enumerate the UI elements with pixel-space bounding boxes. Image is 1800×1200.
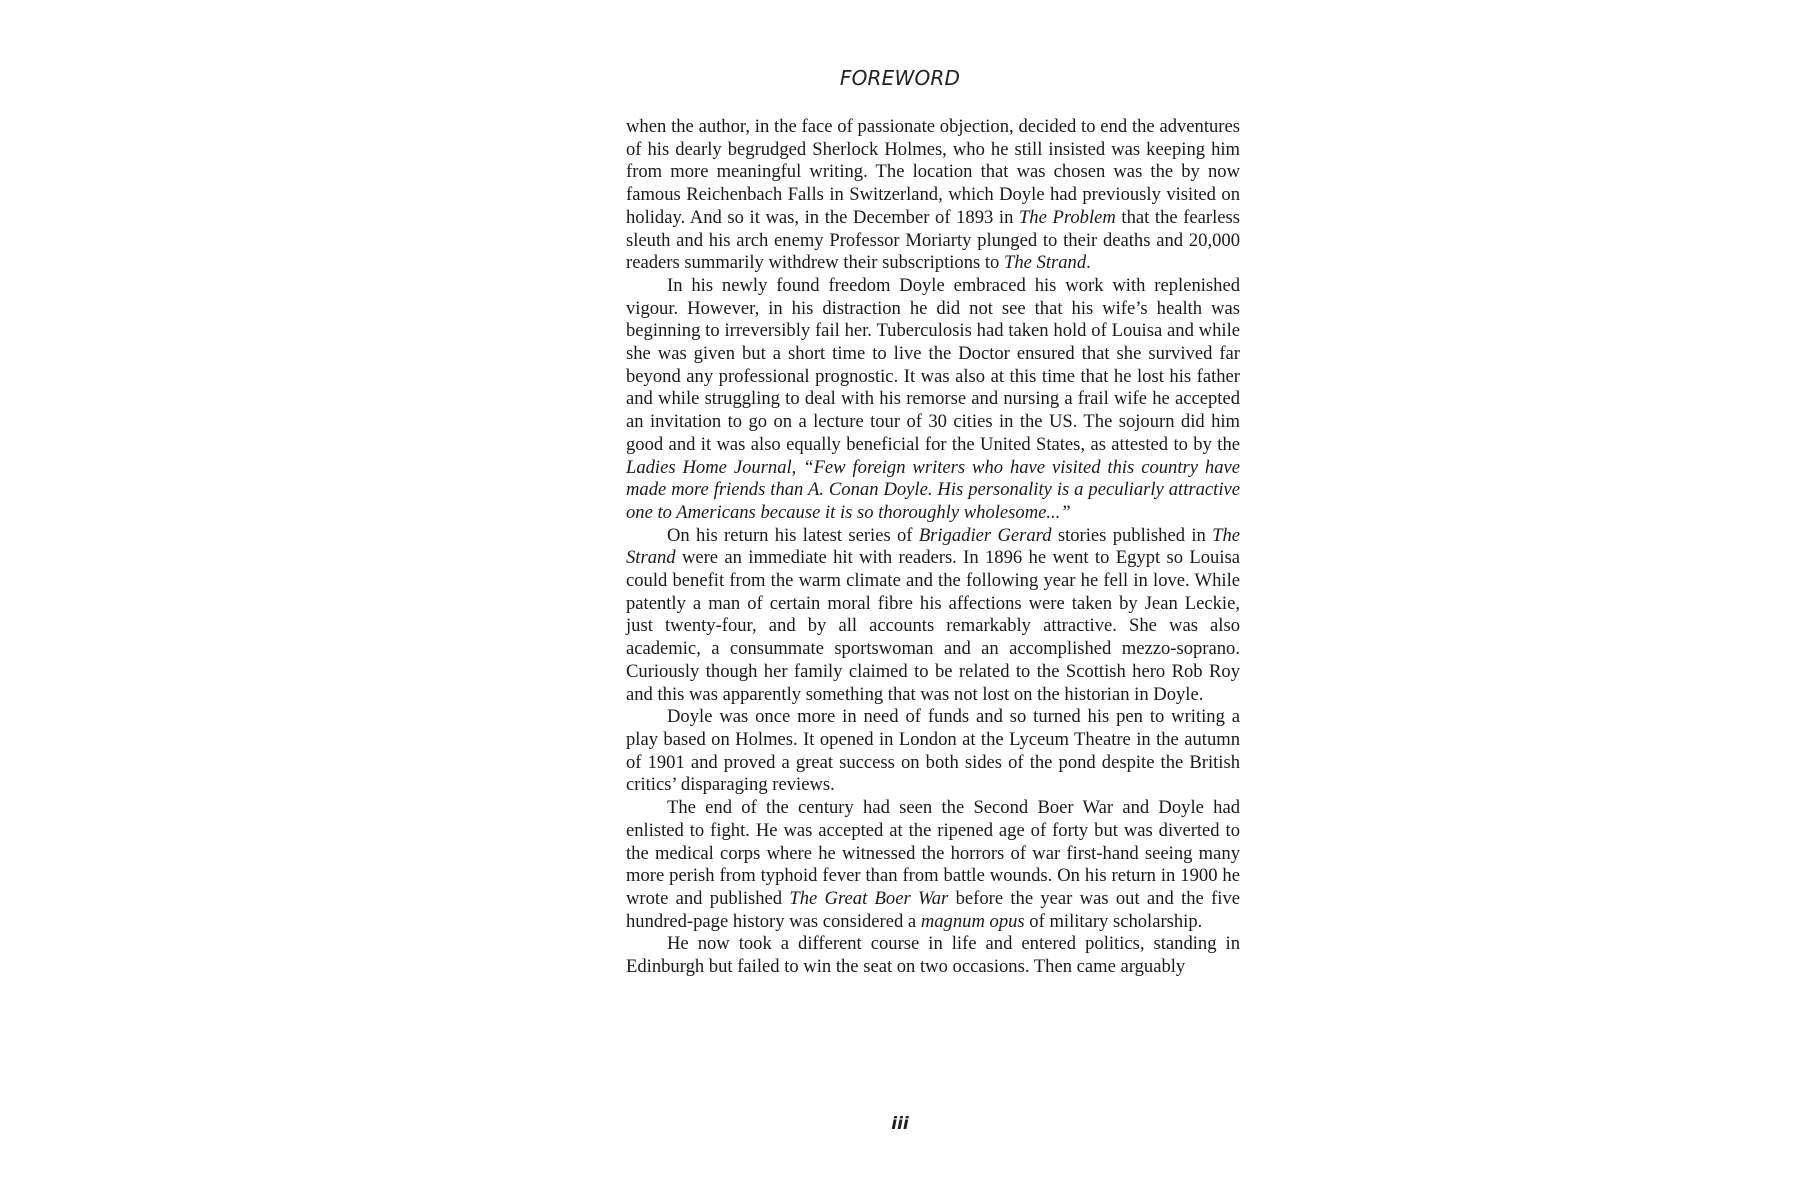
text-run: , bbox=[791, 456, 804, 478]
text-run: of military scholarship. bbox=[1024, 910, 1203, 932]
paragraph bbox=[626, 525, 1240, 707]
text-run: . bbox=[1086, 252, 1091, 274]
italic-text: magnum opus bbox=[920, 910, 1025, 932]
text-run: stories published in bbox=[1051, 524, 1213, 546]
text-run: In his newly found freedom Doyle embraced his work with replenished vigour. However, in his distraction he did not see that his wife’s health was beginning to irreversibly fail her. Tuberculosis had taken hold of Louisa and while she was given but a short time to live the Doctor ensured that she survived far beyond any professional prognostic. It was also at this time that he lost his father and while struggling to deal with his remorse and nursing a frail wife he accepted an invitation to go on a lecture tour of 30 cities in the US. The sojourn did him good and it was also equally beneficial for the United States, as attested to by the bbox=[626, 274, 1240, 455]
body-text bbox=[626, 116, 1240, 979]
text-run: were an immediate hit with readers. In 1896 he went to Egypt so Louisa could benefit from the warm climate and the following year he fell in love. While patently a man of certain moral fibre his affections were taken by Jean Leckie, just twenty-four, and by all accounts remarkably attractive. She was also academic, a consummate sportswoman and an accomplished mezzo-soprano. Curiously though her family claimed to be related to the Scottish hero Rob Roy and this was apparently something that was not lost on the historian in Doyle. bbox=[626, 547, 1240, 705]
text-run: On his return his latest series of bbox=[667, 524, 919, 546]
running-head: FOREWORD bbox=[839, 66, 961, 90]
italic-text: The Problem bbox=[1018, 206, 1116, 228]
italic-text: Ladies Home Journal bbox=[626, 456, 792, 478]
page-number: iii bbox=[891, 1114, 909, 1134]
italic-text: “Few foreign writers who have visited this country have made more friends than A. Conan Doyle. His personality is a peculiarly attractive one to Americans because it is so thoroughly wholesome...” bbox=[626, 456, 1240, 523]
text-run: when the author, in the face of passionate objection, decided to end the adventures of his dearly begrudged Sherlock Holmes, who he still insisted was keeping him from more meaningful writing. The location that was chosen was the by now famous Reichenbach Falls in Switzerland, which Doyle had previously visited on holiday. And so it was, in the December of 1893 in bbox=[626, 116, 1240, 228]
text-run: before the year was out and the five hundred-page history was considered a bbox=[626, 887, 1240, 932]
text-run: He now took a different course in life and entered politics, standing in Edinburgh but failed to win the seat on two occasions. Then came arguably bbox=[626, 933, 1240, 978]
italic-text: The Strand bbox=[626, 524, 1240, 569]
paragraph bbox=[626, 706, 1240, 797]
paragraph bbox=[626, 116, 1240, 275]
paragraph bbox=[626, 933, 1240, 978]
italic-text: The Great Boer War bbox=[789, 887, 949, 909]
text-run: The end of the century had seen the Second Boer War and Doyle had enlisted to fight. He was accepted at the ripened age of forty but was diverted to the medical corps where he witnessed the horrors of war first-hand seeing many more perish from typhoid fever than from battle wounds. On his return in 1900 he wrote and published bbox=[626, 797, 1240, 909]
paragraph bbox=[626, 275, 1240, 525]
italic-text: The Strand bbox=[1004, 252, 1087, 274]
text-run: that the fearless sleuth and his arch enemy Professor Moriarty plunged to their deaths and 20,000 readers summarily withdrew their subscriptions to bbox=[626, 206, 1240, 274]
paragraph bbox=[626, 797, 1240, 933]
text-run: Doyle was once more in need of funds and so turned his pen to writing a play based on Holmes. It opened in London at the Lyceum Theatre in the autumn of 1901 and proved a great success on both sides of the pond despite the British critics’ disparaging reviews. bbox=[626, 706, 1240, 796]
italic-text: Brigadier Gerard bbox=[918, 524, 1052, 546]
